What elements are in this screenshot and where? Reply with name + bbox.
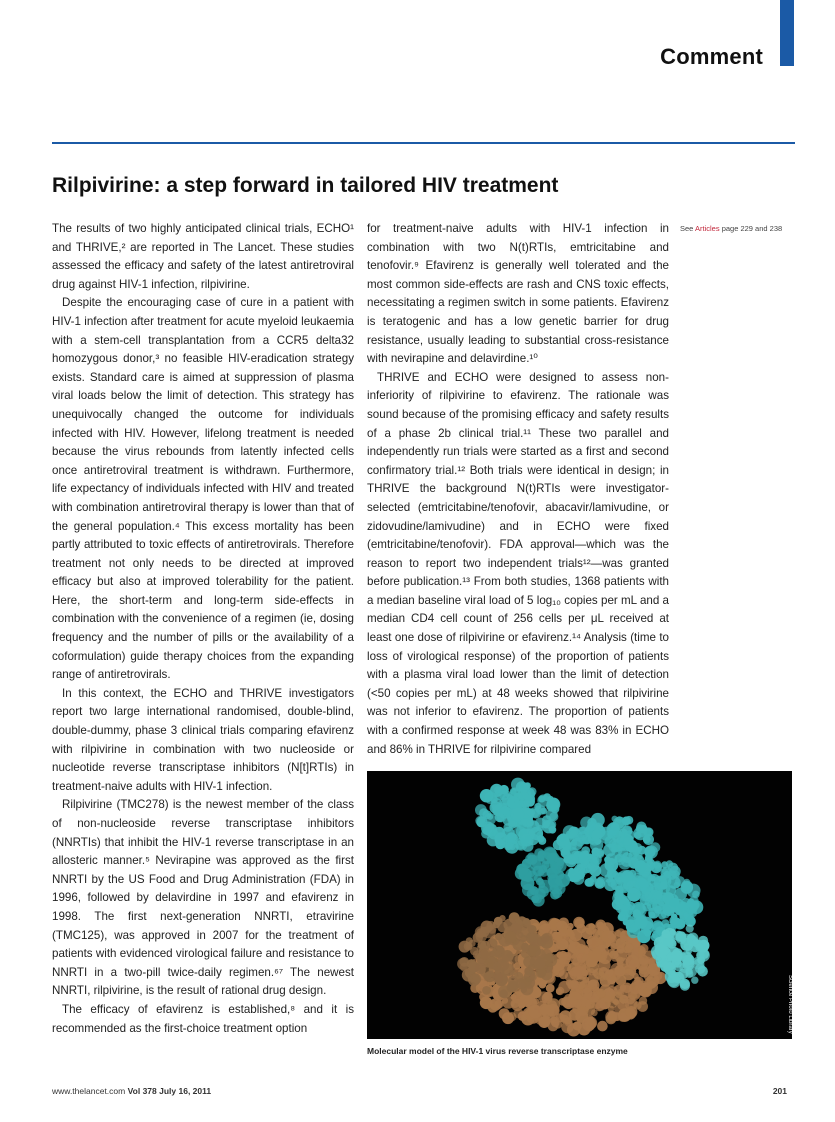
atom [527,808,535,816]
atom [635,878,648,891]
atom [595,920,606,931]
see-also-note [680,224,800,234]
atom [539,921,547,929]
atom [466,937,473,944]
atom [543,793,551,801]
atom [619,836,632,849]
atom [607,879,615,887]
atom [494,832,508,846]
atom [618,913,626,921]
atom [507,796,519,808]
atom [537,835,545,843]
atom [597,989,606,998]
atom [556,988,563,995]
paragraph: THRIVE and ECHO were designed to assess non-inferiority of rilpivirine to efavirenz. The rationale was sound because of the promising efficacy and safety results of a phase 2b clinical trial.¹¹ These two parallel and independently run trials were started as a first and second confirmatory trial.¹² Both trials were identical in design; in THRIVE the background N(t)RTIs were investigator-selected (emtricitabine/tenofovir, abacavir/lamivudine, or zidovudine/lamivudine) and in ECHO were fixed (emtricitabine/tenofovir). FDA approval—which was the reason to report two independent trials¹²—was granted before publication.¹³ From both studies, 1368 patients with a median baseline viral load of 5 log₁₀ copies per mL and a median CD4 cell count of 256 cells per μL received at least one dose of rilpivirine or efavirenz.¹⁴ Analysis (time to loss of virological response) of the proportion of patients with a plasma viral load lower than the limit of detection (<50 copies per mL) at 48 weeks showed that rilpivirine was not inferior to efavirenz. The proportion of patients with a confirmed response at week 48 was 83% in ECHO and 86% in THRIVE for rilpivirine compared [367,370,669,756]
atom [520,935,527,942]
atom [507,1012,516,1021]
atom [618,848,628,858]
atom [485,826,493,834]
atom [666,872,672,878]
atom [566,929,574,937]
atom [625,944,634,953]
atom [475,963,486,974]
atom [505,931,517,943]
atom [683,959,695,971]
left-column [52,220,354,1060]
atom [546,984,555,993]
atom [597,876,605,884]
atom [603,844,616,857]
atom [478,940,487,949]
atom [509,844,515,850]
atom [478,816,486,824]
atom [460,963,469,972]
atom [572,958,580,966]
atom [547,867,558,878]
atom [616,816,623,823]
atom [586,939,592,945]
atom [691,977,698,984]
atom [607,867,613,873]
atom [534,958,545,969]
atom [645,854,653,862]
atom [577,864,584,871]
atom [644,977,656,989]
see-also-suffix: page 229 and 238 [719,224,783,233]
atom [663,962,676,975]
atom [687,884,701,898]
atom [660,882,668,890]
footer-date: July 16, 2011 [159,1086,212,1096]
atom [528,933,536,941]
atom [541,1005,554,1018]
atom [637,1001,648,1012]
atom [573,917,585,929]
atom [530,974,537,981]
atom [662,929,671,938]
atom [586,878,595,887]
atom [643,834,654,845]
atom [509,820,516,827]
atom [670,898,680,908]
atom [559,833,567,841]
atom [678,901,688,911]
atom [527,819,534,826]
atom [596,1001,606,1011]
atom [494,786,501,793]
atom [565,856,577,868]
see-articles-link[interactable]: Articles [695,224,720,233]
molecular-model-image [367,771,792,1039]
atom [671,950,683,962]
atom [508,983,516,991]
atom [534,848,544,858]
atom [585,1017,597,1029]
atom [586,863,597,874]
footer-site: www.thelancet.com [52,1086,126,1096]
atom [620,985,634,999]
atom [596,850,604,858]
atom [488,1004,497,1013]
atom [597,1021,608,1032]
atom [622,816,631,825]
atom [570,980,579,989]
atom [607,931,616,940]
atom [529,830,536,837]
atom [638,846,647,855]
atom [628,967,636,975]
atom [556,921,565,930]
atom [515,838,528,851]
atom [644,892,652,900]
atom [589,948,602,961]
atom [606,1014,617,1025]
atom [519,982,525,988]
atom [635,916,648,929]
atom [664,907,671,914]
atom [634,976,644,986]
paragraph: for treatment-naive adults with HIV-1 infection in combination with two N(t)RTIs, emtricitabine and tenofovir.⁹ Efavirenz is generally well tolerated and the most common side-effects are rash and CNS toxic effects, necessitating a regimen switch in some patients. Efavirenz is teratogenic and has a low genetic barrier for drug resistance, usually leading to substantial cross-resistance with nevirapine and delavirdine.¹⁰ [367,222,669,366]
atom [699,949,709,959]
atom [527,853,535,861]
atom [686,925,694,933]
molecule-figure [367,771,792,1039]
paragraph: In this context, the ECHO and THRIVE investigators report two large international randomised, double-blind, double-dummy, phase 3 clinical trials comparing efavirenz with rilpivirine in combination with two nucleoside or nucleotide reverse transcriptase inhibitors (N[t]RTIs) in treatment-naive adults with HIV-1 infection. [52,686,354,793]
atom [695,964,705,974]
atom [542,820,555,833]
atom [639,967,650,978]
atom [587,974,598,985]
atom [607,823,620,836]
atom [573,873,584,884]
atom [499,915,506,922]
atom [645,957,651,963]
atom [472,973,478,979]
atom [493,973,504,984]
atom [610,943,617,950]
atom [666,955,673,962]
paragraph: The efficacy of efavirenz is established,⁸ and it is recommended as the first-choice treatment option [52,1002,354,1035]
photo-credit: Science Photo Library [787,975,793,1034]
atom [620,883,629,892]
atom [521,949,530,958]
atom [551,1019,559,1027]
atom [568,868,574,874]
atom [604,856,611,863]
atom [474,953,480,959]
section-color-tab [780,0,794,66]
article-title: Rilpivirine: a step forward in tailored HIV treatment [52,174,559,197]
atom [592,970,598,976]
atom [541,936,554,949]
atom [669,916,678,925]
atom [559,970,568,979]
page-number: 201 [772,1086,787,1096]
atom [674,882,681,889]
atom [504,791,510,797]
figure-caption: Molecular model of the HIV-1 virus reverse transcriptase enzyme [367,1046,628,1056]
atom [654,891,663,900]
atom [514,972,523,981]
atom [591,830,602,841]
atom [510,994,516,1000]
atom [678,977,685,984]
atom [528,964,535,971]
atom [617,945,624,952]
atom [625,1006,637,1018]
atom [615,894,626,905]
atom [661,861,668,868]
middle-column [367,220,669,770]
atom [510,808,524,822]
atom [634,860,646,872]
see-also-prefix: See [680,224,696,233]
atom [491,798,503,810]
footer-volume: Vol 378 [127,1086,157,1096]
atom [559,1010,571,1022]
atom [686,916,695,925]
atom [582,988,593,999]
atom [637,930,651,944]
atom [533,866,544,877]
atom [587,821,596,830]
atom [500,989,508,997]
atom [510,787,520,797]
section-label: Comment [660,44,763,69]
atom [563,960,569,966]
paragraph: Despite the encouraging case of cure in a patient with HIV-1 infection after treatment for acute myeloid leukaemia with a stem-cell transplantation from a CCR5 delta32 homozygous donor,³ no feasible HIV-eradication strategy exists. Standard care is aimed at suppression of plasma viral loads below the limit of detection. This strategy has unequivocally changed the outcome for individuals infected with HIV. However, lifelong treatment is needed because the virus rebounds from latently infected cells once antiretroviral treatment is withdrawn. Furthermore, life expectancy of individuals infected with HIV and treated with combination antiretroviral therapy is lower than that of the general population.⁴ This excess mortality has been partly attributed to toxic effects of antiretrovirals. Therefore treatment not only needs to be directed at improved efficacy but also at improved tolerability for the patient. Here, the short-term and long-term side-effects in combination with the convenience of a regimen (ie, dosing frequency and the number of pills or the availability of a coformulation) guide therapy choices from the expanding range of antiretrovirals. [52,296,354,682]
atom [655,865,661,871]
atom [511,999,520,1008]
atom [616,975,627,986]
atom [582,834,592,844]
header-rule [52,142,795,144]
atom [543,953,557,967]
atom [501,806,509,814]
atom [487,938,498,949]
atom [483,925,496,938]
atom [488,962,495,969]
footer-citation [52,1086,211,1096]
atom [522,919,530,927]
atom [603,974,610,981]
atom [482,986,491,995]
atom [483,972,491,980]
atom [536,878,543,885]
atom [573,999,582,1008]
atom [581,969,588,976]
atom [524,875,531,882]
atom [684,943,691,950]
atom [523,783,530,790]
atom [527,888,539,900]
paragraph: Rilpivirine (TMC278) is the newest member of the class of non-nucleoside reverse transcriptase inhibitors (NNRTIs) that inhibit the HIV-1 reverse transcriptase in an allosteric manner.⁵ Nevirapine was approved as the first NNRTI by the US Food and Drug Administration (FDA) in 1996, followed by delavirdine in 1997 and efavirenz in 1998. The first next-generation NNRTI, etravirine (TMC125), was approved in 2007 for the treatment of patients with evidenced virological failure and resistance to NNRTI in a two-pill twice-daily regimen.⁶⁷ The newest NNRTI, rilpivirine, is the result of rational drug design. [52,798,354,998]
paragraph: The results of two highly anticipated clinical trials, ECHO¹ and THRIVE,² are reported in The Lancet. These studies assessed the efficacy and safety of the latest antiretroviral drug against HIV-1 infection, rilpivirine. [52,222,354,291]
atom [501,950,513,962]
